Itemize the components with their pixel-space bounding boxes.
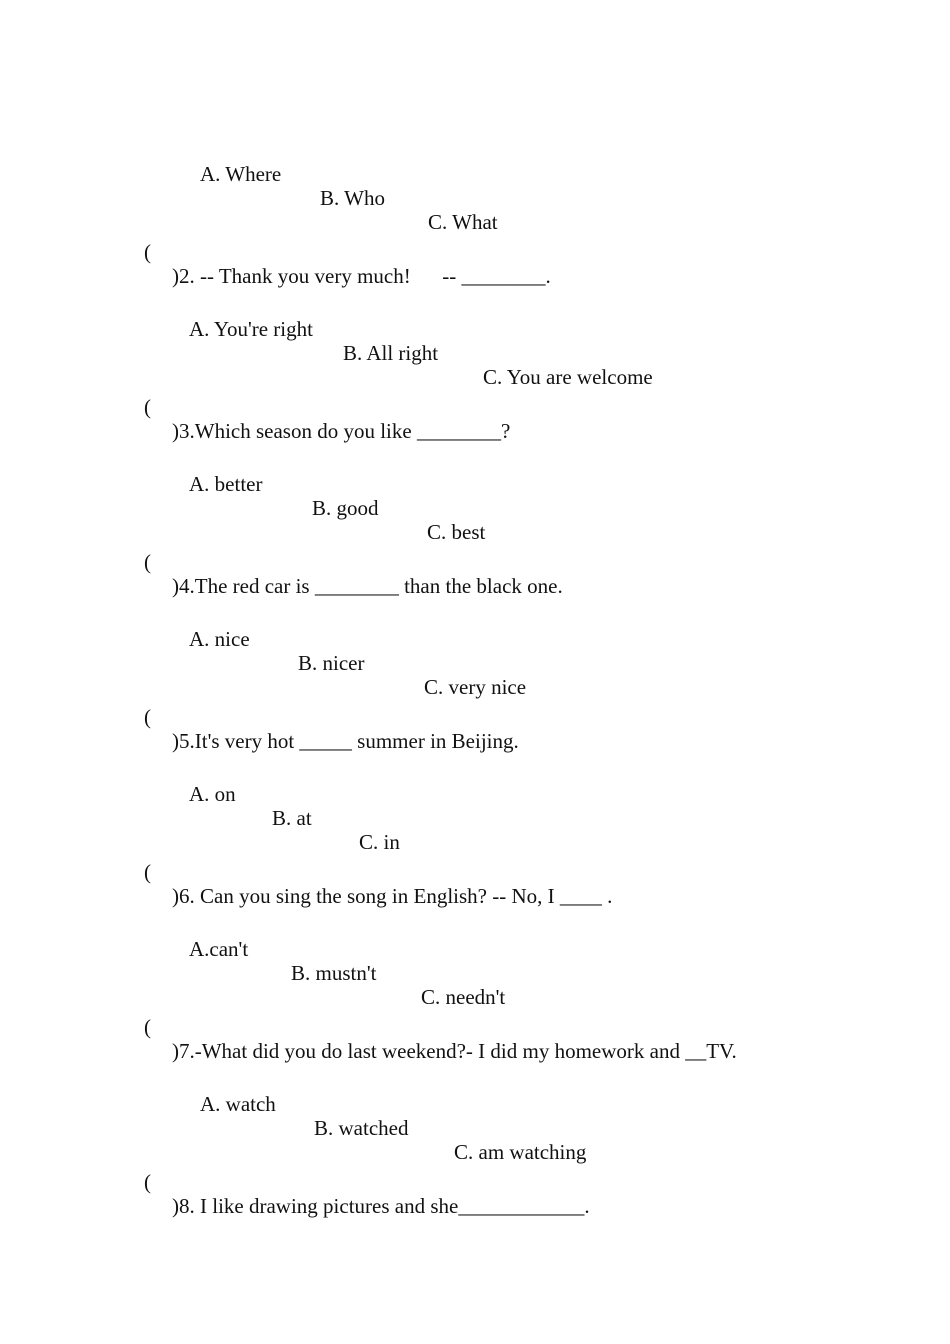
question-text: )5.It's very hot _____ summer in Beijing. bbox=[172, 729, 519, 753]
answer-blank-paren: ( bbox=[144, 1015, 151, 1039]
question-text: )2. -- Thank you very much! -- ________. bbox=[172, 264, 551, 288]
q2-option-a: A. You're right bbox=[189, 317, 313, 341]
q1-options bbox=[0, 138, 498, 234]
q4-options bbox=[0, 603, 527, 699]
q7-options bbox=[0, 1068, 587, 1164]
q5-options bbox=[0, 758, 400, 854]
question-text: )8. I like drawing pictures and she____________. bbox=[172, 1194, 590, 1218]
question-text: )3.Which season do you like ________? bbox=[172, 419, 511, 443]
q5-option-b: B. at bbox=[272, 806, 312, 830]
q7-option-c: C. am watching bbox=[454, 1140, 587, 1164]
q4-option-c: C. very nice bbox=[424, 675, 527, 699]
q1-option-b: B. Who bbox=[320, 186, 385, 210]
q4-option-b: B. nicer bbox=[298, 651, 365, 675]
q2-option-c: C. You are welcome bbox=[483, 365, 653, 389]
q6-options bbox=[0, 913, 506, 1009]
answer-blank-paren: ( bbox=[144, 860, 151, 884]
answer-blank-paren: ( bbox=[144, 240, 151, 264]
q6-option-c: C. needn't bbox=[421, 985, 506, 1009]
answer-blank-paren: ( bbox=[144, 395, 151, 419]
q7-option-b: B. watched bbox=[314, 1116, 409, 1140]
q2-options bbox=[0, 293, 653, 389]
q6-option-a: A.can't bbox=[189, 937, 249, 961]
question-text: )6. Can you sing the song in English? -- No, I ____ . bbox=[172, 884, 613, 908]
q3-option-a: A. better bbox=[189, 472, 263, 496]
q1-option-c: C. What bbox=[428, 210, 498, 234]
q7-option-a: A. watch bbox=[200, 1092, 276, 1116]
q5-option-a: A. on bbox=[189, 782, 236, 806]
question-text: )4.The red car is ________ than the black one. bbox=[172, 574, 563, 598]
q3-options bbox=[0, 448, 486, 544]
question-text: )7.-What did you do last weekend?- I did my homework and __TV. bbox=[172, 1039, 737, 1063]
q3-option-c: C. best bbox=[427, 520, 486, 544]
answer-blank-paren: ( bbox=[144, 550, 151, 574]
q4-option-a: A. nice bbox=[189, 627, 250, 651]
q5-option-c: C. in bbox=[359, 830, 400, 854]
q6-option-b: B. mustn't bbox=[291, 961, 377, 985]
question-3 bbox=[0, 371, 511, 443]
q3-option-b: B. good bbox=[312, 496, 379, 520]
answer-blank-paren: ( bbox=[144, 1170, 151, 1194]
q1-option-a: A. Where bbox=[200, 162, 282, 186]
q2-option-b: B. All right bbox=[343, 341, 439, 365]
answer-blank-paren: ( bbox=[144, 705, 151, 729]
